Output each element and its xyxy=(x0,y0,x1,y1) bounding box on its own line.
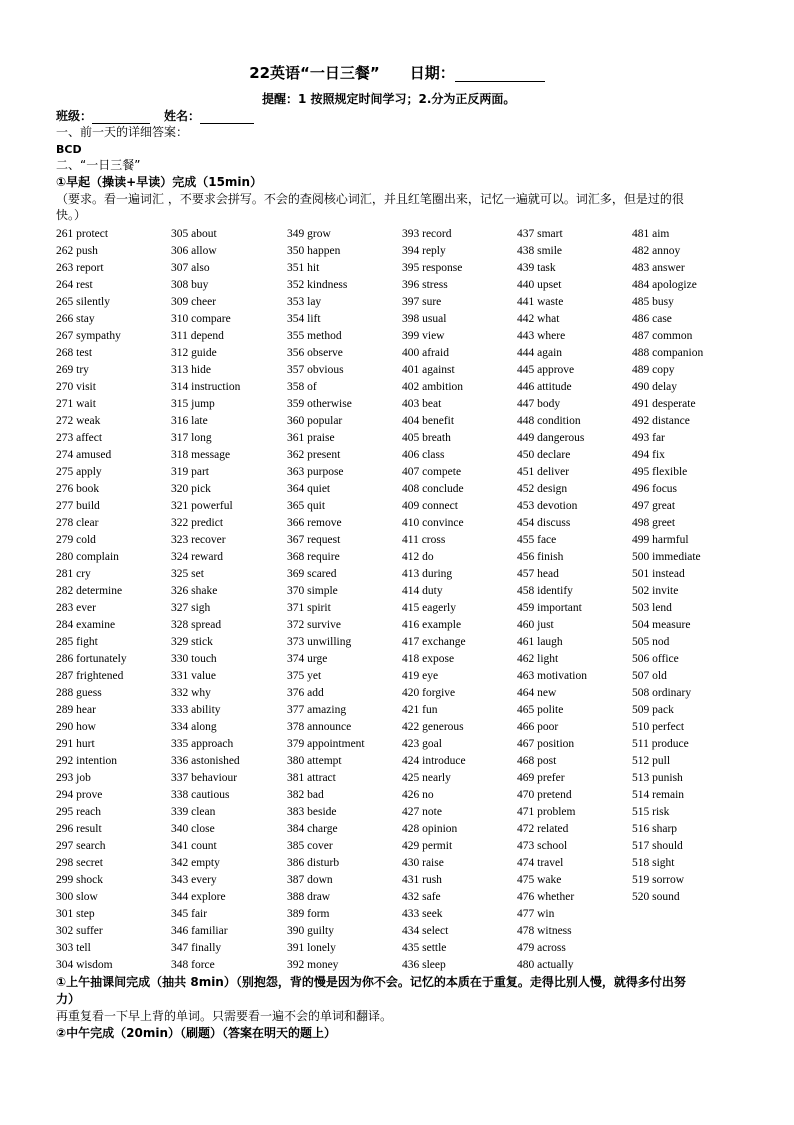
vocab-word: 464 new xyxy=(517,687,557,699)
vocab-word: 314 instruction xyxy=(171,381,241,393)
vocab-word: 375 yet xyxy=(287,670,322,682)
vocab-word: 414 duty xyxy=(402,585,443,597)
vocab-word: 383 beside xyxy=(287,806,337,818)
vocab-column xyxy=(517,226,633,974)
vocab-word: 350 happen xyxy=(287,245,341,257)
vocab-word: 473 school xyxy=(517,840,568,852)
vocab-column xyxy=(402,226,518,974)
vocab-word: 364 quiet xyxy=(287,483,331,495)
vocab-word: 494 fix xyxy=(632,449,665,461)
vocab-word: 450 declare xyxy=(517,449,571,461)
vocab-word: 396 stress xyxy=(402,279,448,291)
vocab-word: 463 motivation xyxy=(517,670,587,682)
vocab-word: 264 rest xyxy=(56,279,93,291)
section1-heading: 一、前一天的详细答案： xyxy=(56,125,189,139)
vocab-word: 320 pick xyxy=(171,483,211,495)
vocab-word: 359 otherwise xyxy=(287,398,352,410)
vocab-word: 373 unwilling xyxy=(287,636,352,648)
vocab-word: 505 nod xyxy=(632,636,670,648)
vocab-word: 317 long xyxy=(171,432,212,444)
vocab-word: 486 case xyxy=(632,313,672,325)
vocab-word: 344 explore xyxy=(171,891,226,903)
vocab-word: 299 shock xyxy=(56,874,103,886)
vocab-word: 367 request xyxy=(287,534,341,546)
vocab-word: 275 apply xyxy=(56,466,102,478)
vocab-word: 278 clear xyxy=(56,517,99,529)
vocab-word: 415 eagerly xyxy=(402,602,456,614)
vocab-word: 422 generous xyxy=(402,721,464,733)
vocab-word: 362 present xyxy=(287,449,341,461)
vocab-word: 347 finally xyxy=(171,942,222,954)
vocab-word: 465 polite xyxy=(517,704,564,716)
vocab-word: 280 complain xyxy=(56,551,119,563)
vocab-word: 403 beat xyxy=(402,398,442,410)
vocab-word: 485 busy xyxy=(632,296,674,308)
vocab-word: 418 expose xyxy=(402,653,455,665)
vocab-word: 394 reply xyxy=(402,245,446,257)
vocab-word: 333 ability xyxy=(171,704,221,716)
vocab-word: 405 breath xyxy=(402,432,451,444)
vocab-word: 446 attitude xyxy=(517,381,572,393)
vocab-word: 272 weak xyxy=(56,415,101,427)
vocab-word: 421 fun xyxy=(402,704,438,716)
vocab-word: 294 prove xyxy=(56,789,103,801)
vocab-word: 271 wait xyxy=(56,398,96,410)
vocab-column xyxy=(632,226,748,906)
vocab-word: 517 should xyxy=(632,840,683,852)
vocab-word: 342 empty xyxy=(171,857,220,869)
vocab-word: 315 jump xyxy=(171,398,215,410)
vocab-word: 358 of xyxy=(287,381,317,393)
vocab-word: 426 no xyxy=(402,789,434,801)
vocab-word: 338 cautious xyxy=(171,789,230,801)
vocab-word: 323 recover xyxy=(171,534,226,546)
vocab-word: 340 close xyxy=(171,823,215,835)
vocab-word: 416 example xyxy=(402,619,462,631)
vocab-word: 277 build xyxy=(56,500,100,512)
vocab-word: 381 attract xyxy=(287,772,336,784)
vocab-word: 507 old xyxy=(632,670,667,682)
vocab-word: 406 class xyxy=(402,449,445,461)
vocab-word: 372 survive xyxy=(287,619,341,631)
vocab-word: 407 compete xyxy=(402,466,462,478)
vocab-word: 440 upset xyxy=(517,279,562,291)
vocab-word: 516 sharp xyxy=(632,823,678,835)
vocab-word: 313 hide xyxy=(171,364,211,376)
reminder-note: 提醒：1 按照规定时间学习；2.分为正反两面。 xyxy=(262,92,516,106)
vocab-word: 385 cover xyxy=(287,840,333,852)
vocab-column xyxy=(171,226,287,974)
vocab-word: 476 whether xyxy=(517,891,575,903)
vocab-word: 291 hurt xyxy=(56,738,95,750)
vocab-word: 282 determine xyxy=(56,585,123,597)
vocab-word: 488 companion xyxy=(632,347,704,359)
vocab-word: 386 disturb xyxy=(287,857,340,869)
vocab-word: 458 identify xyxy=(517,585,573,597)
vocab-word: 399 view xyxy=(402,330,445,342)
vocab-word: 357 obvious xyxy=(287,364,344,376)
vocab-word: 371 spirit xyxy=(287,602,331,614)
vocab-word: 439 task xyxy=(517,262,556,274)
vocab-word: 491 desperate xyxy=(632,398,696,410)
vocab-word: 453 devotion xyxy=(517,500,578,512)
vocab-word: 374 urge xyxy=(287,653,328,665)
vocab-word: 305 about xyxy=(171,228,217,240)
vocab-word: 496 focus xyxy=(632,483,678,495)
vocab-word: 503 lend xyxy=(632,602,672,614)
vocab-word: 436 sleep xyxy=(402,959,446,971)
vocab-word: 289 hear xyxy=(56,704,96,716)
vocab-word: 395 response xyxy=(402,262,463,274)
class-label: 班级： xyxy=(56,109,93,123)
vocab-word: 417 exchange xyxy=(402,636,466,648)
vocab-word: 307 also xyxy=(171,262,210,274)
vocab-word: 511 produce xyxy=(632,738,689,750)
vocab-word: 273 affect xyxy=(56,432,103,444)
vocab-word: 447 body xyxy=(517,398,561,410)
vocab-word: 425 nearly xyxy=(402,772,451,784)
vocab-word: 325 set xyxy=(171,568,204,580)
vocab-word: 377 amazing xyxy=(287,704,347,716)
task2-heading-cont: 力） xyxy=(56,992,81,1006)
vocab-word: 460 just xyxy=(517,619,554,631)
vocab-word: 481 aim xyxy=(632,228,670,240)
vocab-word: 331 value xyxy=(171,670,217,682)
vocab-word: 397 sure xyxy=(402,296,442,308)
vocab-word: 285 fight xyxy=(56,636,98,648)
vocab-word: 493 far xyxy=(632,432,665,444)
vocab-word: 327 sigh xyxy=(171,602,211,614)
section1-answer: BCD xyxy=(56,143,82,156)
vocab-column xyxy=(56,226,172,974)
task1-requirement-cont: 快。） xyxy=(56,208,87,222)
vocab-word: 355 method xyxy=(287,330,342,342)
vocab-word: 478 witness xyxy=(517,925,572,937)
vocab-word: 351 hit xyxy=(287,262,320,274)
vocab-word: 329 stick xyxy=(171,636,213,648)
vocab-word: 279 cold xyxy=(56,534,96,546)
vocab-word: 501 instead xyxy=(632,568,685,580)
vocab-word: 479 across xyxy=(517,942,566,954)
vocab-word: 462 light xyxy=(517,653,559,665)
vocab-word: 334 along xyxy=(171,721,217,733)
vocab-word: 411 cross xyxy=(402,534,446,546)
vocab-word: 398 usual xyxy=(402,313,447,325)
vocab-word: 311 depend xyxy=(171,330,224,342)
vocab-word: 378 announce xyxy=(287,721,352,733)
vocab-word: 276 book xyxy=(56,483,100,495)
student-info-row xyxy=(56,109,254,124)
task1-heading: ①早起（操读+早读）完成（15min） xyxy=(56,175,263,189)
vocab-word: 499 harmful xyxy=(632,534,689,546)
vocab-word: 292 intention xyxy=(56,755,118,767)
vocab-word: 284 examine xyxy=(56,619,116,631)
vocab-word: 474 travel xyxy=(517,857,564,869)
vocab-word: 376 add xyxy=(287,687,324,699)
vocab-word: 443 where xyxy=(517,330,566,342)
vocab-word: 424 introduce xyxy=(402,755,466,767)
vocab-word: 520 sound xyxy=(632,891,680,903)
vocab-word: 412 do xyxy=(402,551,434,563)
vocab-word: 404 benefit xyxy=(402,415,455,427)
vocab-word: 297 search xyxy=(56,840,106,852)
vocab-word: 316 late xyxy=(171,415,208,427)
vocab-word: 455 face xyxy=(517,534,557,546)
vocab-word: 308 buy xyxy=(171,279,209,291)
vocab-word: 262 push xyxy=(56,245,98,257)
vocab-word: 366 remove xyxy=(287,517,342,529)
vocab-word: 370 simple xyxy=(287,585,338,597)
vocab-word: 348 force xyxy=(171,959,215,971)
vocab-word: 309 cheer xyxy=(171,296,217,308)
vocab-word: 349 grow xyxy=(287,228,331,240)
vocab-word: 326 shake xyxy=(171,585,218,597)
vocab-word: 444 again xyxy=(517,347,563,359)
vocab-word: 298 secret xyxy=(56,857,103,869)
vocab-word: 413 during xyxy=(402,568,453,580)
vocab-word: 490 delay xyxy=(632,381,678,393)
vocab-word: 454 discuss xyxy=(517,517,571,529)
vocab-word: 482 annoy xyxy=(632,245,681,257)
vocab-word: 302 suffer xyxy=(56,925,103,937)
vocab-word: 295 reach xyxy=(56,806,102,818)
vocab-word: 261 protect xyxy=(56,228,109,240)
vocab-word: 508 ordinary xyxy=(632,687,692,699)
vocab-word: 408 conclude xyxy=(402,483,464,495)
vocab-word: 283 ever xyxy=(56,602,96,614)
vocab-word: 389 form xyxy=(287,908,330,920)
vocab-word: 361 praise xyxy=(287,432,335,444)
vocab-word: 391 lonely xyxy=(287,942,336,954)
vocab-word: 353 lay xyxy=(287,296,322,308)
vocab-word: 430 raise xyxy=(402,857,444,869)
vocab-word: 441 waste xyxy=(517,296,564,308)
vocab-word: 510 perfect xyxy=(632,721,685,733)
vocab-word: 420 forgive xyxy=(402,687,456,699)
vocab-word: 489 copy xyxy=(632,364,675,376)
vocab-word: 456 finish xyxy=(517,551,564,563)
vocab-word: 445 approve xyxy=(517,364,575,376)
vocab-word: 459 important xyxy=(517,602,582,614)
vocab-word: 468 post xyxy=(517,755,557,767)
vocab-word: 497 great xyxy=(632,500,676,512)
vocab-word: 487 common xyxy=(632,330,693,342)
name-label: 姓名： xyxy=(164,109,201,123)
vocab-word: 290 how xyxy=(56,721,96,733)
task2-heading: ①上午抽课间完成（抽共 8min）（别抱怨，背的慢是因为你不会。记忆的本质在于重复。走得比别人慢，就得多付出努 xyxy=(56,975,686,989)
vocab-word: 337 behaviour xyxy=(171,772,238,784)
date-label: 日期： xyxy=(409,64,455,82)
vocab-word: 506 office xyxy=(632,653,679,665)
vocab-word: 504 measure xyxy=(632,619,691,631)
title-text: 22英语“一日三餐” xyxy=(249,64,380,82)
vocab-word: 300 slow xyxy=(56,891,98,903)
vocab-word: 380 attempt xyxy=(287,755,342,767)
vocab-word: 410 convince xyxy=(402,517,464,529)
vocab-word: 387 down xyxy=(287,874,333,886)
vocab-word: 393 record xyxy=(402,228,452,240)
vocab-word: 346 familiar xyxy=(171,925,228,937)
vocab-word: 335 approach xyxy=(171,738,234,750)
vocab-word: 324 reward xyxy=(171,551,224,563)
vocab-word: 409 connect xyxy=(402,500,458,512)
vocab-word: 428 opinion xyxy=(402,823,458,835)
vocab-word: 427 note xyxy=(402,806,442,818)
vocab-word: 328 spread xyxy=(171,619,222,631)
vocab-word: 356 observe xyxy=(287,347,343,359)
vocab-word: 419 eye xyxy=(402,670,439,682)
vocab-word: 321 powerful xyxy=(171,500,233,512)
vocab-word: 423 goal xyxy=(402,738,442,750)
task1-requirement: （要求。看一遍词汇 ，不要求会拼写。不会的查阅核心词汇，并且红笔圈出来，记忆一遍就可以。词汇多，但是过的很 xyxy=(56,192,684,206)
vocab-word: 509 pack xyxy=(632,704,674,716)
page-title xyxy=(0,64,794,82)
vocab-word: 330 touch xyxy=(171,653,217,665)
vocab-word: 266 stay xyxy=(56,313,95,325)
vocabulary-list xyxy=(56,226,756,976)
vocab-word: 480 actually xyxy=(517,959,574,971)
vocab-word: 368 require xyxy=(287,551,340,563)
vocab-word: 470 pretend xyxy=(517,789,572,801)
vocab-word: 475 wake xyxy=(517,874,562,886)
vocab-word: 457 head xyxy=(517,568,559,580)
vocab-word: 363 purpose xyxy=(287,466,344,478)
vocab-word: 435 settle xyxy=(402,942,447,954)
vocab-word: 270 visit xyxy=(56,381,96,393)
vocab-word: 369 scared xyxy=(287,568,337,580)
vocab-word: 332 why xyxy=(171,687,211,699)
vocab-word: 310 compare xyxy=(171,313,231,325)
vocab-column xyxy=(287,226,403,974)
vocab-word: 286 fortunately xyxy=(56,653,127,665)
vocab-word: 500 immediate xyxy=(632,551,701,563)
vocab-word: 451 deliver xyxy=(517,466,570,478)
vocab-word: 265 silently xyxy=(56,296,110,308)
task3-heading: ②中午完成（20min）（刷题）（答案在明天的题上） xyxy=(56,1026,337,1040)
vocab-word: 429 permit xyxy=(402,840,453,852)
vocab-word: 512 pull xyxy=(632,755,671,767)
vocab-word: 274 amused xyxy=(56,449,112,461)
vocab-word: 382 bad xyxy=(287,789,324,801)
vocab-word: 433 seek xyxy=(402,908,443,920)
vocab-word: 461 laugh xyxy=(517,636,563,648)
date-blank xyxy=(455,67,545,82)
vocab-word: 515 risk xyxy=(632,806,670,818)
vocab-word: 336 astonished xyxy=(171,755,240,767)
vocab-word: 312 guide xyxy=(171,347,217,359)
vocab-word: 442 what xyxy=(517,313,560,325)
vocab-word: 352 kindness xyxy=(287,279,348,291)
vocab-word: 502 invite xyxy=(632,585,679,597)
vocab-word: 269 try xyxy=(56,364,89,376)
task2-description: 再重复看一下早上背的单词。只需要看一遍不会的单词和翻译。 xyxy=(56,1009,393,1023)
vocab-word: 498 greet xyxy=(632,517,676,529)
vocab-word: 304 wisdom xyxy=(56,959,113,971)
vocab-word: 448 condition xyxy=(517,415,581,427)
vocab-word: 301 step xyxy=(56,908,95,920)
vocab-word: 400 afraid xyxy=(402,347,449,359)
vocab-word: 388 draw xyxy=(287,891,331,903)
vocab-word: 268 test xyxy=(56,347,93,359)
vocab-word: 431 rush xyxy=(402,874,442,886)
vocab-word: 343 every xyxy=(171,874,217,886)
vocab-word: 484 apologize xyxy=(632,279,697,291)
vocab-word: 466 poor xyxy=(517,721,559,733)
vocab-word: 495 flexible xyxy=(632,466,688,478)
name-blank xyxy=(200,111,254,124)
vocab-word: 318 message xyxy=(171,449,231,461)
vocab-word: 354 lift xyxy=(287,313,321,325)
vocab-word: 293 job xyxy=(56,772,91,784)
class-blank xyxy=(92,111,150,124)
vocab-word: 519 sorrow xyxy=(632,874,685,886)
vocab-word: 296 result xyxy=(56,823,102,835)
vocab-word: 472 related xyxy=(517,823,569,835)
vocab-word: 402 ambition xyxy=(402,381,464,393)
vocab-word: 339 clean xyxy=(171,806,216,818)
vocab-word: 477 win xyxy=(517,908,555,920)
vocab-word: 365 quit xyxy=(287,500,326,512)
vocab-word: 434 select xyxy=(402,925,449,937)
vocab-word: 449 dangerous xyxy=(517,432,585,444)
vocab-word: 345 fair xyxy=(171,908,208,920)
vocab-word: 287 frightened xyxy=(56,670,124,682)
vocab-word: 401 against xyxy=(402,364,455,376)
vocab-word: 303 tell xyxy=(56,942,91,954)
vocab-word: 437 smart xyxy=(517,228,563,240)
vocab-word: 267 sympathy xyxy=(56,330,121,342)
vocab-word: 452 design xyxy=(517,483,568,495)
vocab-word: 341 count xyxy=(171,840,217,852)
vocab-word: 360 popular xyxy=(287,415,343,427)
vocab-word: 514 remain xyxy=(632,789,685,801)
vocab-word: 438 smile xyxy=(517,245,563,257)
vocab-word: 384 charge xyxy=(287,823,338,835)
vocab-word: 513 punish xyxy=(632,772,683,784)
vocab-word: 518 sight xyxy=(632,857,675,869)
vocab-word: 471 problem xyxy=(517,806,576,818)
vocab-word: 467 position xyxy=(517,738,575,750)
vocab-word: 432 safe xyxy=(402,891,441,903)
vocab-word: 492 distance xyxy=(632,415,690,427)
section2-heading: 二、“一日三餐” xyxy=(56,158,141,172)
vocab-word: 306 allow xyxy=(171,245,217,257)
vocab-word: 469 prefer xyxy=(517,772,565,784)
vocab-word: 392 money xyxy=(287,959,339,971)
vocab-word: 319 part xyxy=(171,466,210,478)
vocab-word: 322 predict xyxy=(171,517,224,529)
vocab-word: 263 report xyxy=(56,262,104,274)
vocab-word: 483 answer xyxy=(632,262,685,274)
vocab-word: 288 guess xyxy=(56,687,102,699)
vocab-word: 390 guilty xyxy=(287,925,334,937)
vocab-word: 281 cry xyxy=(56,568,91,580)
vocab-word: 379 appointment xyxy=(287,738,365,750)
